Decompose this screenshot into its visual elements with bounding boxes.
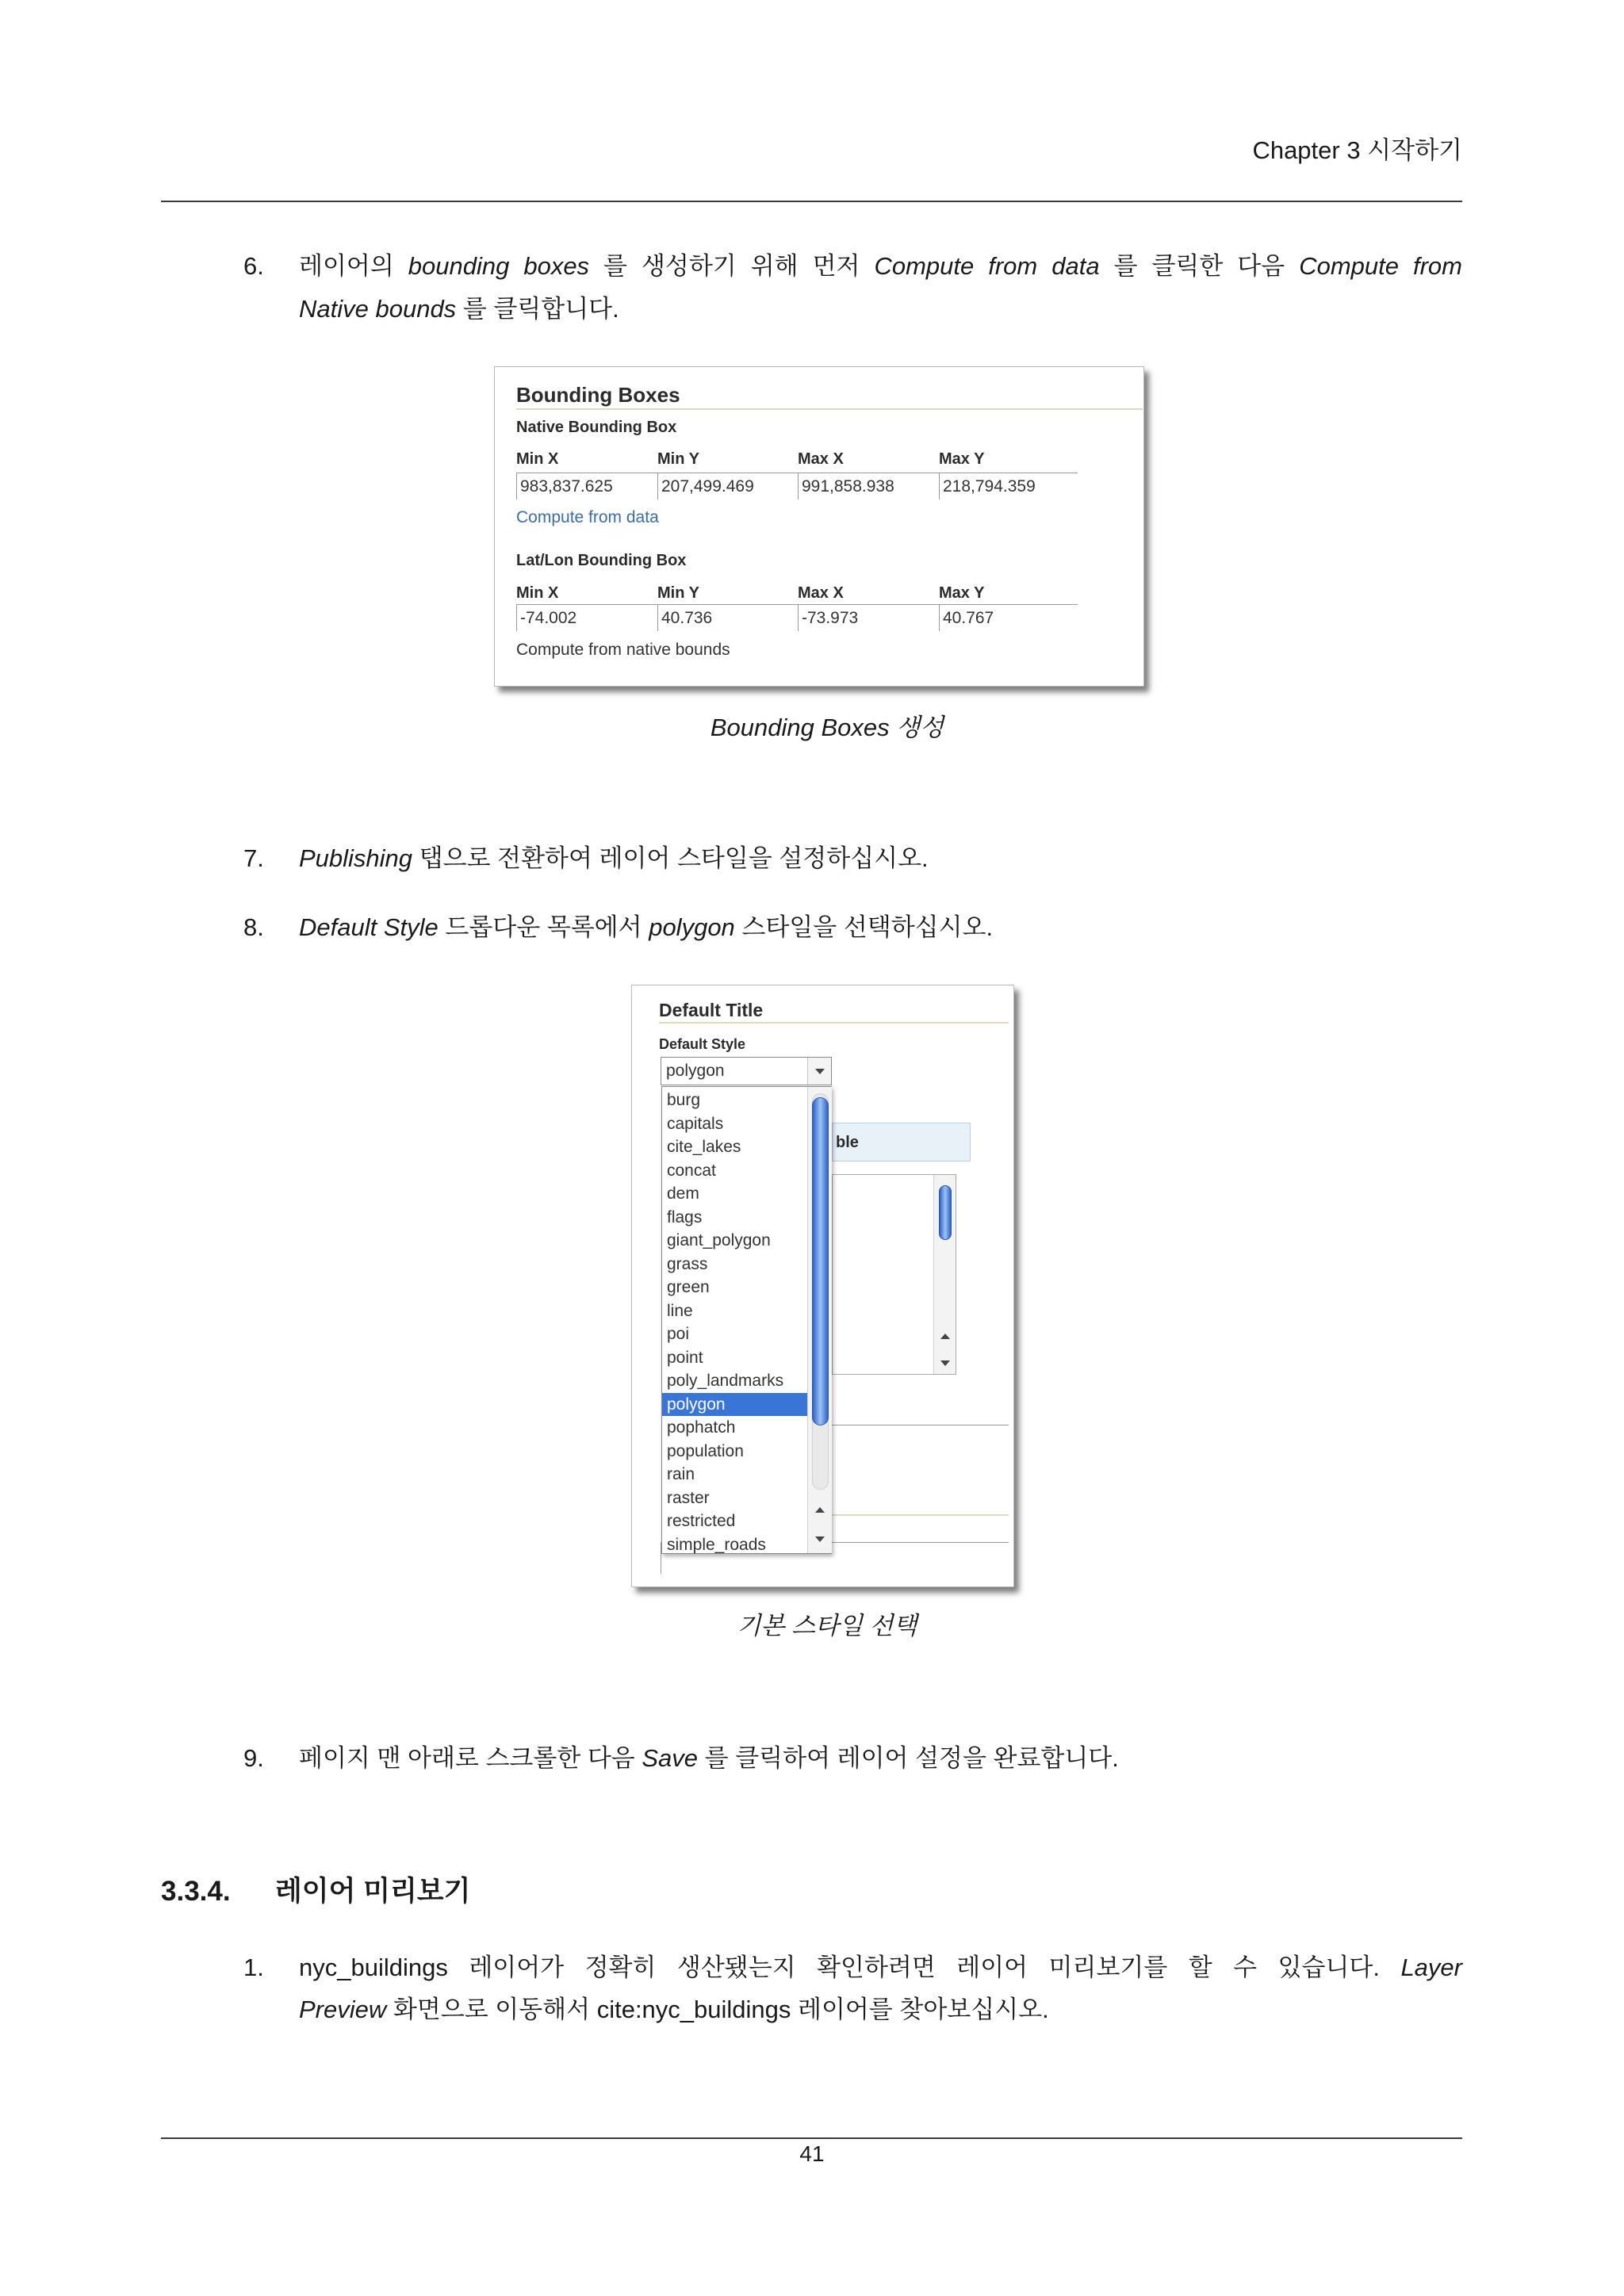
select-value: polygon — [666, 1062, 725, 1080]
step-emphasis: Save — [642, 1744, 699, 1772]
col-max-x: Max X — [798, 584, 844, 602]
dropdown-option[interactable]: capitals — [667, 1114, 724, 1133]
scroll-thumb[interactable] — [939, 1185, 952, 1240]
scroll-down-icon[interactable] — [940, 1360, 950, 1366]
chevron-down-icon — [815, 1069, 825, 1074]
section-number: 3.3.4. — [161, 1876, 231, 1907]
scroll-thumb[interactable] — [812, 1097, 829, 1425]
dropdown-option[interactable]: grass — [667, 1254, 708, 1273]
chapter-title: 시작하기 — [1367, 136, 1462, 164]
select-arrow[interactable] — [807, 1058, 831, 1085]
latlon-bbox-fields — [516, 604, 1078, 630]
col-min-y: Min Y — [657, 450, 699, 468]
dropdown-option[interactable]: giant_polygon — [667, 1231, 771, 1249]
step-emphasis: Publishing — [299, 844, 413, 872]
background-section-label: ble — [836, 1134, 859, 1151]
step-7-text — [299, 843, 1462, 874]
title-rule — [516, 408, 1143, 410]
dropdown-scrollbar[interactable] — [807, 1087, 832, 1553]
step-6-number: 6. — [243, 252, 264, 280]
col-min-x: Min X — [516, 450, 559, 468]
dropdown-options — [662, 1089, 807, 1556]
col-min-y: Min Y — [657, 584, 699, 602]
step-emphasis: Compute from data — [874, 252, 1100, 280]
step-emphasis: Compute from — [1299, 252, 1462, 280]
step-emphasis: polygon — [649, 913, 735, 941]
native-max-x-field[interactable]: 991,858.938 — [798, 473, 938, 499]
dropdown-option[interactable]: green — [667, 1278, 710, 1296]
default-style-label: Default Style — [659, 1036, 746, 1052]
scroll-down-icon[interactable] — [815, 1536, 825, 1542]
latlon-min-y-field[interactable]: 40.736 — [657, 605, 798, 631]
dropdown-option[interactable]: restricted — [667, 1512, 736, 1530]
compute-from-native-bounds-link[interactable]: Compute from native bounds — [516, 641, 730, 659]
latlon-bbox-heading: Lat/Lon Bounding Box — [516, 552, 687, 569]
step-emphasis: bounding boxes — [408, 252, 590, 280]
native-bbox-heading: Native Bounding Box — [516, 419, 677, 436]
step-emphasis: Native bounds — [299, 295, 457, 323]
step-text: cite:nyc_buildings — [596, 1996, 791, 2023]
dropdown-option[interactable]: dem — [667, 1184, 699, 1203]
step-6-text-line-1 — [299, 251, 1462, 282]
divider — [832, 1514, 1009, 1516]
latlon-min-x-field[interactable]: -74.002 — [516, 605, 657, 631]
scroll-up-icon[interactable] — [940, 1334, 950, 1339]
dropdown-option[interactable]: cite_lakes — [667, 1138, 741, 1156]
dropdown-option[interactable]: burg — [667, 1091, 701, 1109]
col-max-y: Max Y — [939, 584, 985, 602]
page-number: 41 — [799, 2141, 825, 2166]
step-text: 화면으로 이동해서 — [393, 1996, 591, 2023]
step-8-number: 8. — [243, 913, 264, 941]
default-style-figure — [631, 985, 1014, 1587]
col-max-x: Max X — [798, 450, 844, 468]
step-6-text-line-2 — [299, 293, 1462, 325]
dropdown-option[interactable]: flags — [667, 1207, 703, 1226]
dropdown-option[interactable]: raster — [667, 1488, 710, 1507]
latlon-max-y-field[interactable]: 40.767 — [939, 605, 1079, 631]
latlon-max-x-field[interactable]: -73.973 — [798, 605, 938, 631]
dropdown-option[interactable]: line — [667, 1301, 693, 1320]
dropdown-option[interactable]: polygon — [662, 1393, 807, 1417]
background-list-scrollbar[interactable] — [933, 1175, 956, 1374]
step-text: 탭으로 전환하여 레이어 스타일을 설정하십시오. — [419, 844, 929, 872]
col-min-x: Min X — [516, 584, 559, 602]
dropdown-option[interactable]: poi — [667, 1325, 690, 1343]
dropdown-option[interactable]: point — [667, 1348, 703, 1367]
bounding-boxes-figure — [494, 366, 1144, 687]
native-min-y-field[interactable]: 207,499.469 — [657, 473, 798, 499]
footer-rule — [161, 2137, 1462, 2139]
step-text: 드롭다운 목록에서 — [445, 913, 642, 941]
step-text: 를 클릭한 다음 — [1113, 252, 1285, 280]
background-list-box[interactable] — [832, 1174, 956, 1375]
step-text: 레이어가 정확히 생산됐는지 확인하려면 레이어 미리보기를 할 수 있습니다. — [469, 1954, 1380, 1981]
running-header — [1252, 135, 1462, 166]
step-text: 를 생성하기 위해 먼저 — [603, 252, 860, 280]
step-text: nyc_buildings — [299, 1954, 448, 1981]
default-style-select[interactable] — [661, 1057, 832, 1085]
step-emphasis: Preview — [299, 1996, 387, 2023]
step-7-number: 7. — [243, 844, 264, 872]
step-text: 스타일을 선택하십시오. — [741, 913, 994, 941]
step-text: 를 클릭하여 레이어 설정을 완료합니다. — [704, 1744, 1119, 1772]
dropdown-option[interactable]: simple_roads — [667, 1535, 766, 1554]
title-rule — [659, 1022, 1009, 1024]
step-text: 레이어의 — [299, 252, 394, 280]
background-section-header — [832, 1123, 971, 1161]
step-9-number: 9. — [243, 1744, 264, 1772]
native-bbox-fields — [516, 473, 1078, 499]
header-rule — [161, 201, 1462, 202]
dropdown-option[interactable]: poly_landmarks — [667, 1372, 784, 1390]
col-max-y: Max Y — [939, 450, 985, 468]
scroll-up-icon[interactable] — [815, 1507, 825, 1513]
dropdown-option[interactable]: population — [667, 1441, 744, 1460]
step-9-text — [299, 1743, 1462, 1774]
preview-step-text-line-2 — [299, 1994, 1462, 2026]
compute-from-data-link[interactable]: Compute from data — [516, 508, 659, 526]
step-text: 페이지 맨 아래로 스크롤한 다음 — [299, 1744, 635, 1772]
step-emphasis: Default Style — [299, 913, 439, 941]
figure-caption-bounding-boxes: Bounding Boxes 생성 — [710, 714, 944, 741]
bounding-boxes-title: Bounding Boxes — [516, 383, 680, 407]
default-title-heading: Default Title — [659, 1000, 764, 1020]
native-min-x-field[interactable]: 983,837.625 — [516, 473, 657, 499]
step-text: 를 클릭합니다. — [462, 295, 619, 323]
step-8-text — [299, 912, 1462, 943]
dropdown-option[interactable]: rain — [667, 1465, 695, 1483]
default-style-dropdown-list[interactable] — [661, 1086, 832, 1554]
native-max-y-field[interactable]: 218,794.359 — [939, 473, 1079, 499]
step-emphasis: Layer — [1400, 1954, 1462, 1981]
section-title: 레이어 미리보기 — [275, 1876, 471, 1907]
preview-step-number: 1. — [243, 1954, 264, 1981]
step-text: 레이어를 찾아보십시오. — [798, 1996, 1049, 2023]
dropdown-option[interactable]: concat — [667, 1161, 716, 1180]
chapter-label: Chapter 3 — [1252, 136, 1361, 164]
dropdown-option[interactable]: pophatch — [667, 1418, 736, 1437]
preview-step-text-line-1 — [299, 1952, 1462, 1984]
figure-caption-default-style: 기본 스타일 선택 — [737, 1612, 917, 1640]
